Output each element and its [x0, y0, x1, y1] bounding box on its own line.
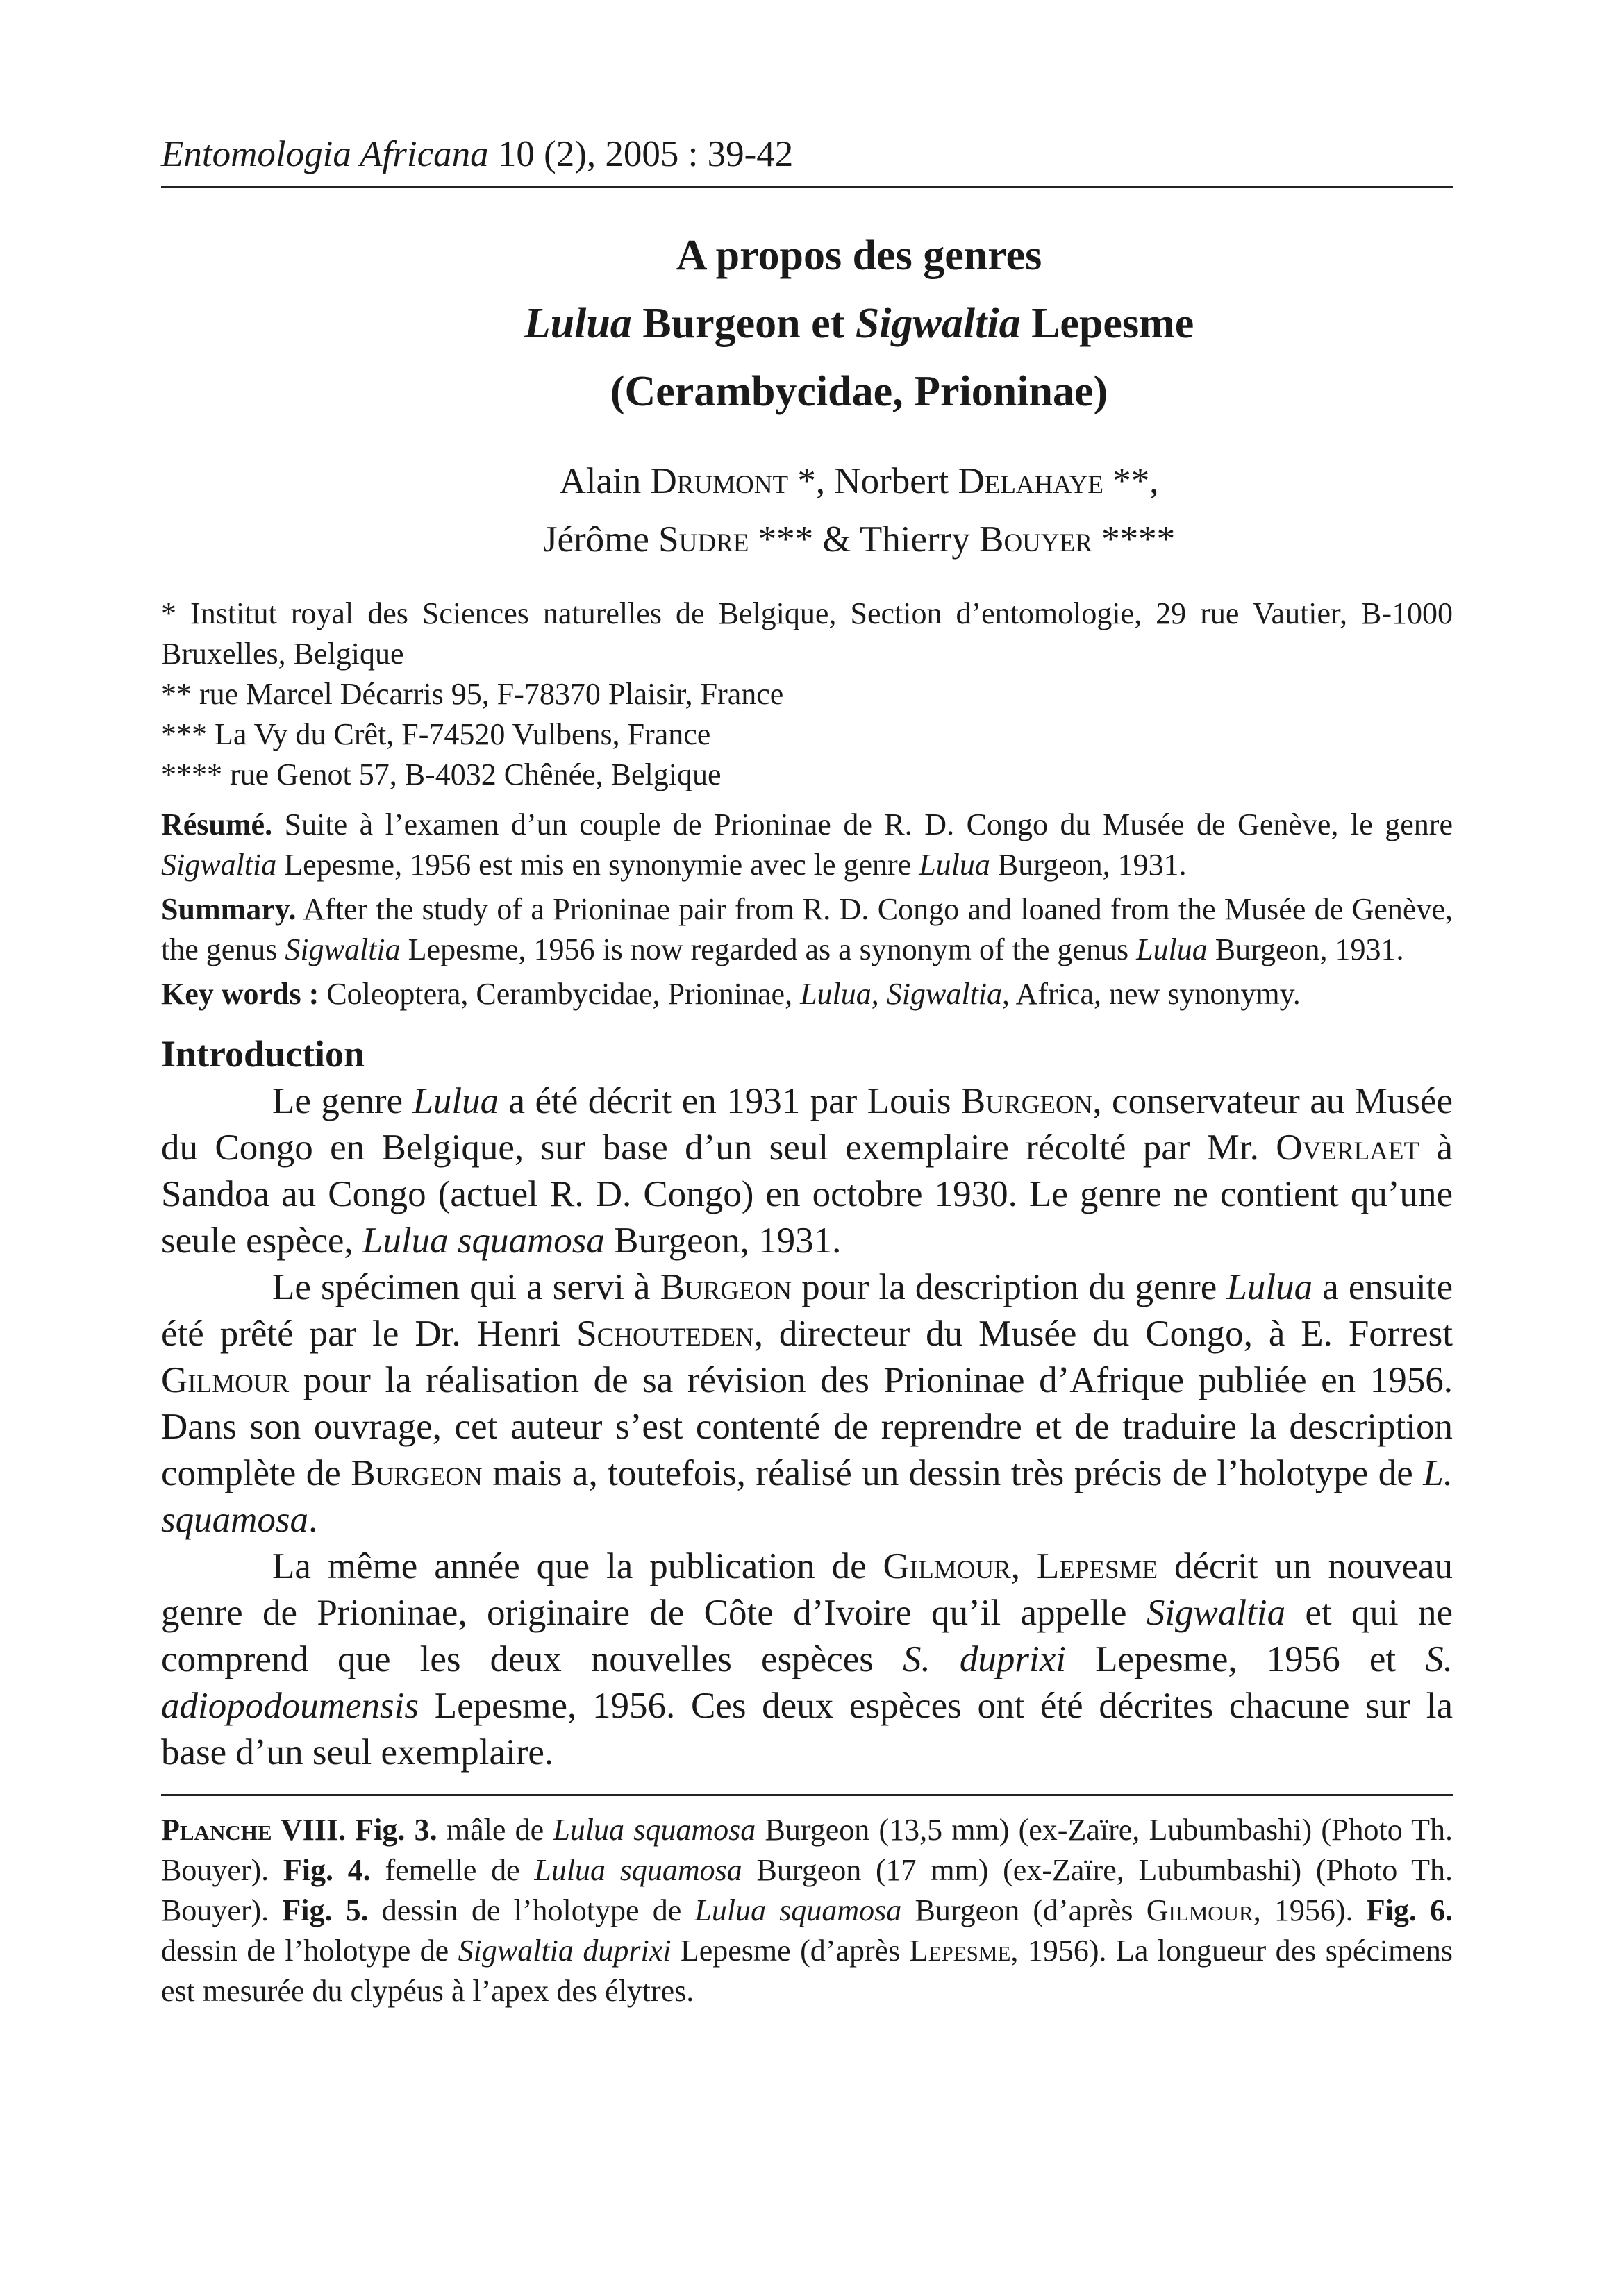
- body-text: .: [308, 1500, 318, 1540]
- person-name: Schouteden: [576, 1314, 754, 1354]
- body-text: a été décrit en 1931 par Louis: [499, 1081, 961, 1121]
- taxon-name: L. squamosa: [161, 1453, 1453, 1540]
- affiliation-4: **** rue Genot 57, B-4032 Chênée, Belgique: [161, 757, 722, 791]
- keywords-text: , Africa, new synonymy.: [1002, 977, 1301, 1011]
- person-name: Gilmour: [161, 1360, 290, 1400]
- taxon-name: S. adiopodoumensis: [161, 1639, 1453, 1726]
- caption-taxon: Sigwaltia duprixi: [458, 1934, 672, 1968]
- body-text: Le spécimen qui a servi à: [272, 1267, 660, 1307]
- caption-text: , 1956). La longueur des spécimens est mesurée du clypéus à l’apex des élytres.: [161, 1934, 1453, 2008]
- title-line-3: (Cerambycidae, Prioninae): [610, 368, 1108, 415]
- taxon-name: Lulua: [1226, 1267, 1313, 1307]
- body-text: Burgeon, 1931.: [604, 1221, 842, 1261]
- caption-text: Lepesme (d’après: [671, 1934, 910, 1968]
- keywords-label: Key words :: [161, 977, 319, 1011]
- introduction-body: [161, 1078, 1453, 1776]
- person-name: Lepesme: [1036, 1546, 1158, 1586]
- body-text: , directeur du Musée du Congo, à E. Forrest: [753, 1314, 1453, 1354]
- body-text: , conservateur au Musée du Congo en Belgique, sur base d’un seul exemplaire récolté par Mr.: [161, 1081, 1453, 1168]
- affiliation-1: * Institut royal des Sciences naturelles de Belgique, Section d’entomologie, 29 rue Vautier, B-1000 Bruxelles, Belgique: [161, 596, 1453, 671]
- abstracts: [161, 805, 1453, 1014]
- summary-paragraph: [161, 889, 1453, 970]
- caption-text: mâle de: [437, 1813, 553, 1847]
- author-line-1: [265, 452, 1453, 510]
- keywords-text: Coleoptera, Cerambycidae, Prioninae,: [319, 977, 801, 1011]
- person-name: Burgeon: [660, 1267, 792, 1307]
- caption-text: Burgeon (13,5 mm) (ex-Zaïre, Lubumbashi) (Photo Th. Bouyer).: [161, 1813, 1453, 1887]
- resume-text: Suite à l’examen d’un couple de Prioninae de R. D. Congo du Musée de Genève, le genre: [272, 807, 1453, 841]
- taxon-name: Lulua: [412, 1081, 499, 1121]
- article-page: [161, 132, 1453, 2011]
- keywords-text: ,: [871, 977, 887, 1011]
- resume-taxon: Sigwaltia: [161, 848, 277, 882]
- body-paragraph-3: [161, 1543, 1453, 1776]
- author-first-name: Norbert: [834, 461, 958, 501]
- caption-taxon: Lulua squamosa: [553, 1813, 756, 1847]
- resume-paragraph: [161, 805, 1453, 885]
- caption-person-name: Gilmour: [1146, 1893, 1253, 1927]
- caption-taxon: Lulua squamosa: [694, 1893, 902, 1927]
- body-text: Lepesme, 1956 et: [1065, 1639, 1426, 1679]
- journal-citation: 10 (2), 2005 : 39-42: [488, 134, 794, 174]
- body-text: et qui ne comprend que les deux nouvelles espèces: [161, 1593, 1453, 1679]
- keywords-taxon: Sigwaltia: [886, 977, 1003, 1011]
- summary-text: Burgeon, 1931.: [1207, 932, 1404, 966]
- body-text: a ensuite été prêté par le Dr. Henri: [161, 1267, 1453, 1354]
- plate-label: Planche VIII.: [161, 1813, 347, 1847]
- body-text: ,: [1010, 1546, 1037, 1586]
- caption-text: Burgeon (17 mm) (ex-Zaïre, Lubumbashi) (Photo Th. Bouyer).: [161, 1853, 1453, 1927]
- body-text: mais a, toutefois, réalisé un dessin très précis de l’holotype de: [482, 1453, 1424, 1493]
- author-mark: **,: [1103, 461, 1159, 501]
- title-text: Burgeon et: [631, 300, 856, 347]
- affiliation-3: *** La Vy du Crêt, F-74520 Vulbens, France: [161, 717, 711, 751]
- person-name: Burgeon: [351, 1453, 483, 1493]
- figure-label: Fig. 6.: [1366, 1893, 1453, 1927]
- resume-label: Résumé.: [161, 807, 273, 841]
- title-genus-sigwaltia: Sigwaltia: [855, 300, 1021, 347]
- person-name: Overlaet: [1276, 1128, 1420, 1168]
- caption-text: dessin de l’holotype de: [161, 1934, 458, 1968]
- body-text: pour la description du genre: [792, 1267, 1227, 1307]
- author-list: [161, 452, 1453, 569]
- resume-taxon: Lulua: [919, 848, 990, 882]
- caption-text: dessin de l’holotype de: [368, 1893, 695, 1927]
- body-text: La même année que la publication de: [272, 1546, 883, 1586]
- figure-label: Fig. 4.: [283, 1853, 371, 1887]
- author-mark: ****: [1092, 519, 1176, 560]
- affiliation-2: ** rue Marcel Décarris 95, F-78370 Plaisir, France: [161, 677, 784, 711]
- caption-text: , 1956).: [1253, 1893, 1367, 1927]
- summary-label: Summary.: [161, 892, 297, 926]
- body-text: décrit un nouveau genre de Prioninae, originaire de Côte d’Ivoire qu’il appelle: [161, 1546, 1453, 1633]
- author-first-name: Alain: [559, 461, 651, 501]
- author-mark: *,: [788, 461, 835, 501]
- body-text: pour la réalisation de sa révision des Prioninae d’Afrique publiée en 1956. Dans son ouvrage, cet auteur s’est contenté de reprendre et de traduire la description complète de: [161, 1360, 1453, 1493]
- author-line-2: [265, 510, 1453, 569]
- running-head: [161, 132, 1453, 188]
- figure-label: Fig. 3.: [346, 1813, 438, 1847]
- title-text: Lepesme: [1020, 300, 1194, 347]
- affiliations: [161, 594, 1453, 795]
- journal-name: Entomologia Africana: [161, 134, 489, 174]
- resume-text: Lepesme, 1956 est mis en synonymie avec le genre: [276, 848, 919, 882]
- summary-text: Lepesme, 1956 is now regarded as a synonym of the genus: [400, 932, 1137, 966]
- summary-taxon: Lulua: [1136, 932, 1208, 966]
- body-text: à Sandoa au Congo (actuel R. D. Congo) en octobre 1930. Le genre ne contient qu’une seule espèce,: [161, 1128, 1453, 1261]
- caption-text: Burgeon (d’après: [901, 1893, 1147, 1927]
- summary-text: After the study of a Prioninae pair from R. D. Congo and loaned from the Musée de Genève, the genus: [161, 892, 1453, 966]
- caption-person-name: Lepesme: [909, 1934, 1011, 1968]
- caption-taxon: Lulua squamosa: [534, 1853, 742, 1887]
- taxon-name: Lulua squamosa: [362, 1221, 605, 1261]
- person-name: Burgeon: [960, 1081, 1093, 1121]
- caption-text: femelle de: [370, 1853, 535, 1887]
- title-genus-lulua: Lulua: [524, 300, 632, 347]
- taxon-name: Sigwaltia: [1146, 1593, 1286, 1633]
- section-heading-introduction: Introduction: [161, 1033, 365, 1075]
- author-last-name: Delahaye: [958, 461, 1103, 501]
- summary-taxon: Sigwaltia: [285, 932, 401, 966]
- plate-caption: [161, 1794, 1453, 2011]
- body-text: Lepesme, 1956. Ces deux espèces ont été décrites chacune sur la base d’un seul exemplaire.: [161, 1686, 1453, 1773]
- keywords-taxon: Lulua: [800, 977, 872, 1011]
- taxon-name: S. duprixi: [903, 1639, 1066, 1679]
- author-first-name: Thierry: [859, 519, 980, 560]
- keywords-paragraph: [161, 974, 1453, 1014]
- author-first-name: Jérôme: [542, 519, 659, 560]
- author-last-name: Bouyer: [979, 519, 1092, 560]
- body-paragraph-1: [161, 1078, 1453, 1264]
- title-line-2: [265, 290, 1453, 358]
- figure-label: Fig. 5.: [282, 1893, 369, 1927]
- author-last-name: Drumont: [650, 461, 789, 501]
- title-line-1: A propos des genres: [676, 232, 1042, 279]
- person-name: Gilmour: [883, 1546, 1011, 1586]
- author-last-name: Sudre: [658, 519, 749, 560]
- resume-text: Burgeon, 1931.: [990, 848, 1187, 882]
- body-text: Le genre: [272, 1081, 413, 1121]
- body-paragraph-2: [161, 1264, 1453, 1543]
- author-mark: *** &: [749, 519, 860, 560]
- article-title: [161, 221, 1453, 426]
